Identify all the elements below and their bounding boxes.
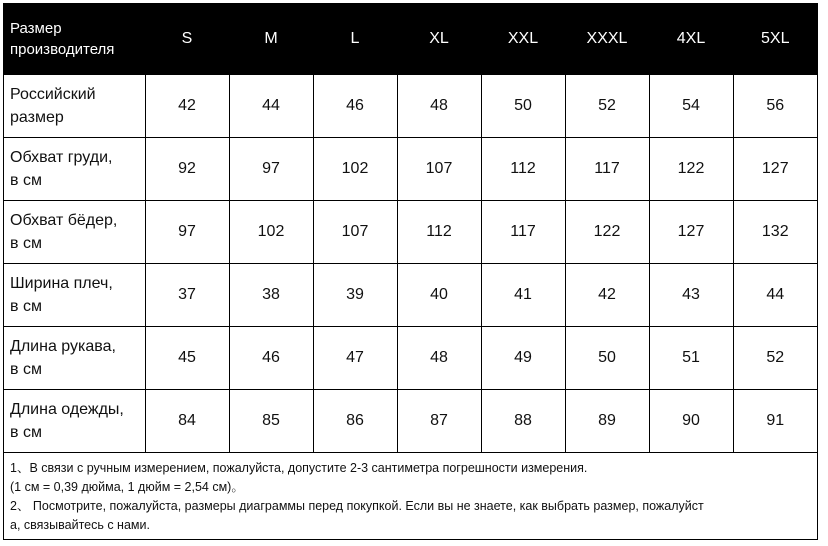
row-label	[4, 137, 145, 200]
table-cell: 45	[145, 326, 229, 389]
row-label-line: Обхват бёдер,	[10, 211, 118, 229]
size-header: S	[145, 4, 229, 74]
table-cell: 112	[481, 137, 565, 200]
table-cell: 87	[397, 389, 481, 452]
table-cell: 54	[649, 74, 733, 137]
table-cell: 90	[649, 389, 733, 452]
row-label-line: Длина одежды,	[10, 400, 124, 418]
note-line: 2、 Посмотрите, пожалуйста, размеры диаграммы перед покупкой. Если вы не знаете, как выбрать размер, пожалуйст	[10, 498, 704, 513]
table-cell: 51	[649, 326, 733, 389]
size-header: 4XL	[649, 4, 733, 74]
row-label-line: Длина рукава,	[10, 337, 116, 355]
header-label-line: Размер	[10, 19, 62, 37]
table-row	[4, 200, 817, 263]
size-table	[4, 4, 817, 453]
row-label-line: в см	[10, 171, 42, 189]
row-label-line: Ширина плеч,	[10, 274, 113, 292]
row-label	[4, 326, 145, 389]
notes	[4, 453, 817, 535]
row-label-line: Российский	[10, 85, 96, 103]
table-cell: 49	[481, 326, 565, 389]
table-cell: 122	[565, 200, 649, 263]
table-cell: 97	[229, 137, 313, 200]
table-cell: 97	[145, 200, 229, 263]
table-cell: 92	[145, 137, 229, 200]
header-label	[4, 4, 145, 74]
size-header: 5XL	[733, 4, 817, 74]
table-row	[4, 137, 817, 200]
size-header: XL	[397, 4, 481, 74]
table-cell: 50	[481, 74, 565, 137]
table-cell: 56	[733, 74, 817, 137]
table-cell: 86	[313, 389, 397, 452]
table-cell: 48	[397, 74, 481, 137]
table-cell: 85	[229, 389, 313, 452]
table-cell: 112	[397, 200, 481, 263]
note-line: 1、В связи с ручным измерением, пожалуйста, допустите 2-3 сантиметра погрешности измерения.	[10, 460, 588, 475]
note-line: (1 см = 0,39 дюйма, 1 дюйм = 2,54 см)。	[10, 479, 244, 494]
table-row	[4, 389, 817, 452]
table-cell: 127	[649, 200, 733, 263]
row-label-line: в см	[10, 297, 42, 315]
size-header: L	[313, 4, 397, 74]
header-label-line: производителя	[10, 40, 115, 58]
table-cell: 52	[565, 74, 649, 137]
size-chart	[3, 3, 818, 540]
table-row	[4, 74, 817, 137]
table-cell: 91	[733, 389, 817, 452]
table-cell: 88	[481, 389, 565, 452]
row-label	[4, 263, 145, 326]
table-cell: 46	[313, 74, 397, 137]
table-cell: 107	[397, 137, 481, 200]
table-cell: 42	[565, 263, 649, 326]
table-cell: 38	[229, 263, 313, 326]
table-cell: 41	[481, 263, 565, 326]
table-cell: 50	[565, 326, 649, 389]
note-line: а, связывайтесь с нами.	[10, 517, 150, 532]
table-cell: 102	[229, 200, 313, 263]
table-cell: 107	[313, 200, 397, 263]
table-cell: 117	[565, 137, 649, 200]
row-label-line: в см	[10, 423, 42, 441]
size-header: M	[229, 4, 313, 74]
header-row	[4, 4, 817, 74]
row-label-line: Обхват груди,	[10, 148, 113, 166]
table-cell: 89	[565, 389, 649, 452]
table-cell: 48	[397, 326, 481, 389]
row-label-line: размер	[10, 108, 64, 126]
table-cell: 47	[313, 326, 397, 389]
table-cell: 39	[313, 263, 397, 326]
table-cell: 46	[229, 326, 313, 389]
table-cell: 127	[733, 137, 817, 200]
row-label	[4, 389, 145, 452]
table-cell: 102	[313, 137, 397, 200]
table-cell: 43	[649, 263, 733, 326]
size-header: XXL	[481, 4, 565, 74]
row-label	[4, 200, 145, 263]
size-header: XXXL	[565, 4, 649, 74]
table-cell: 44	[229, 74, 313, 137]
row-label	[4, 74, 145, 137]
table-cell: 117	[481, 200, 565, 263]
table-cell: 37	[145, 263, 229, 326]
table-cell: 44	[733, 263, 817, 326]
table-cell: 84	[145, 389, 229, 452]
table-cell: 52	[733, 326, 817, 389]
row-label-line: в см	[10, 234, 42, 252]
row-label-line: в см	[10, 360, 42, 378]
table-row	[4, 263, 817, 326]
table-row	[4, 326, 817, 389]
table-cell: 42	[145, 74, 229, 137]
table-cell: 122	[649, 137, 733, 200]
table-cell: 132	[733, 200, 817, 263]
table-cell: 40	[397, 263, 481, 326]
